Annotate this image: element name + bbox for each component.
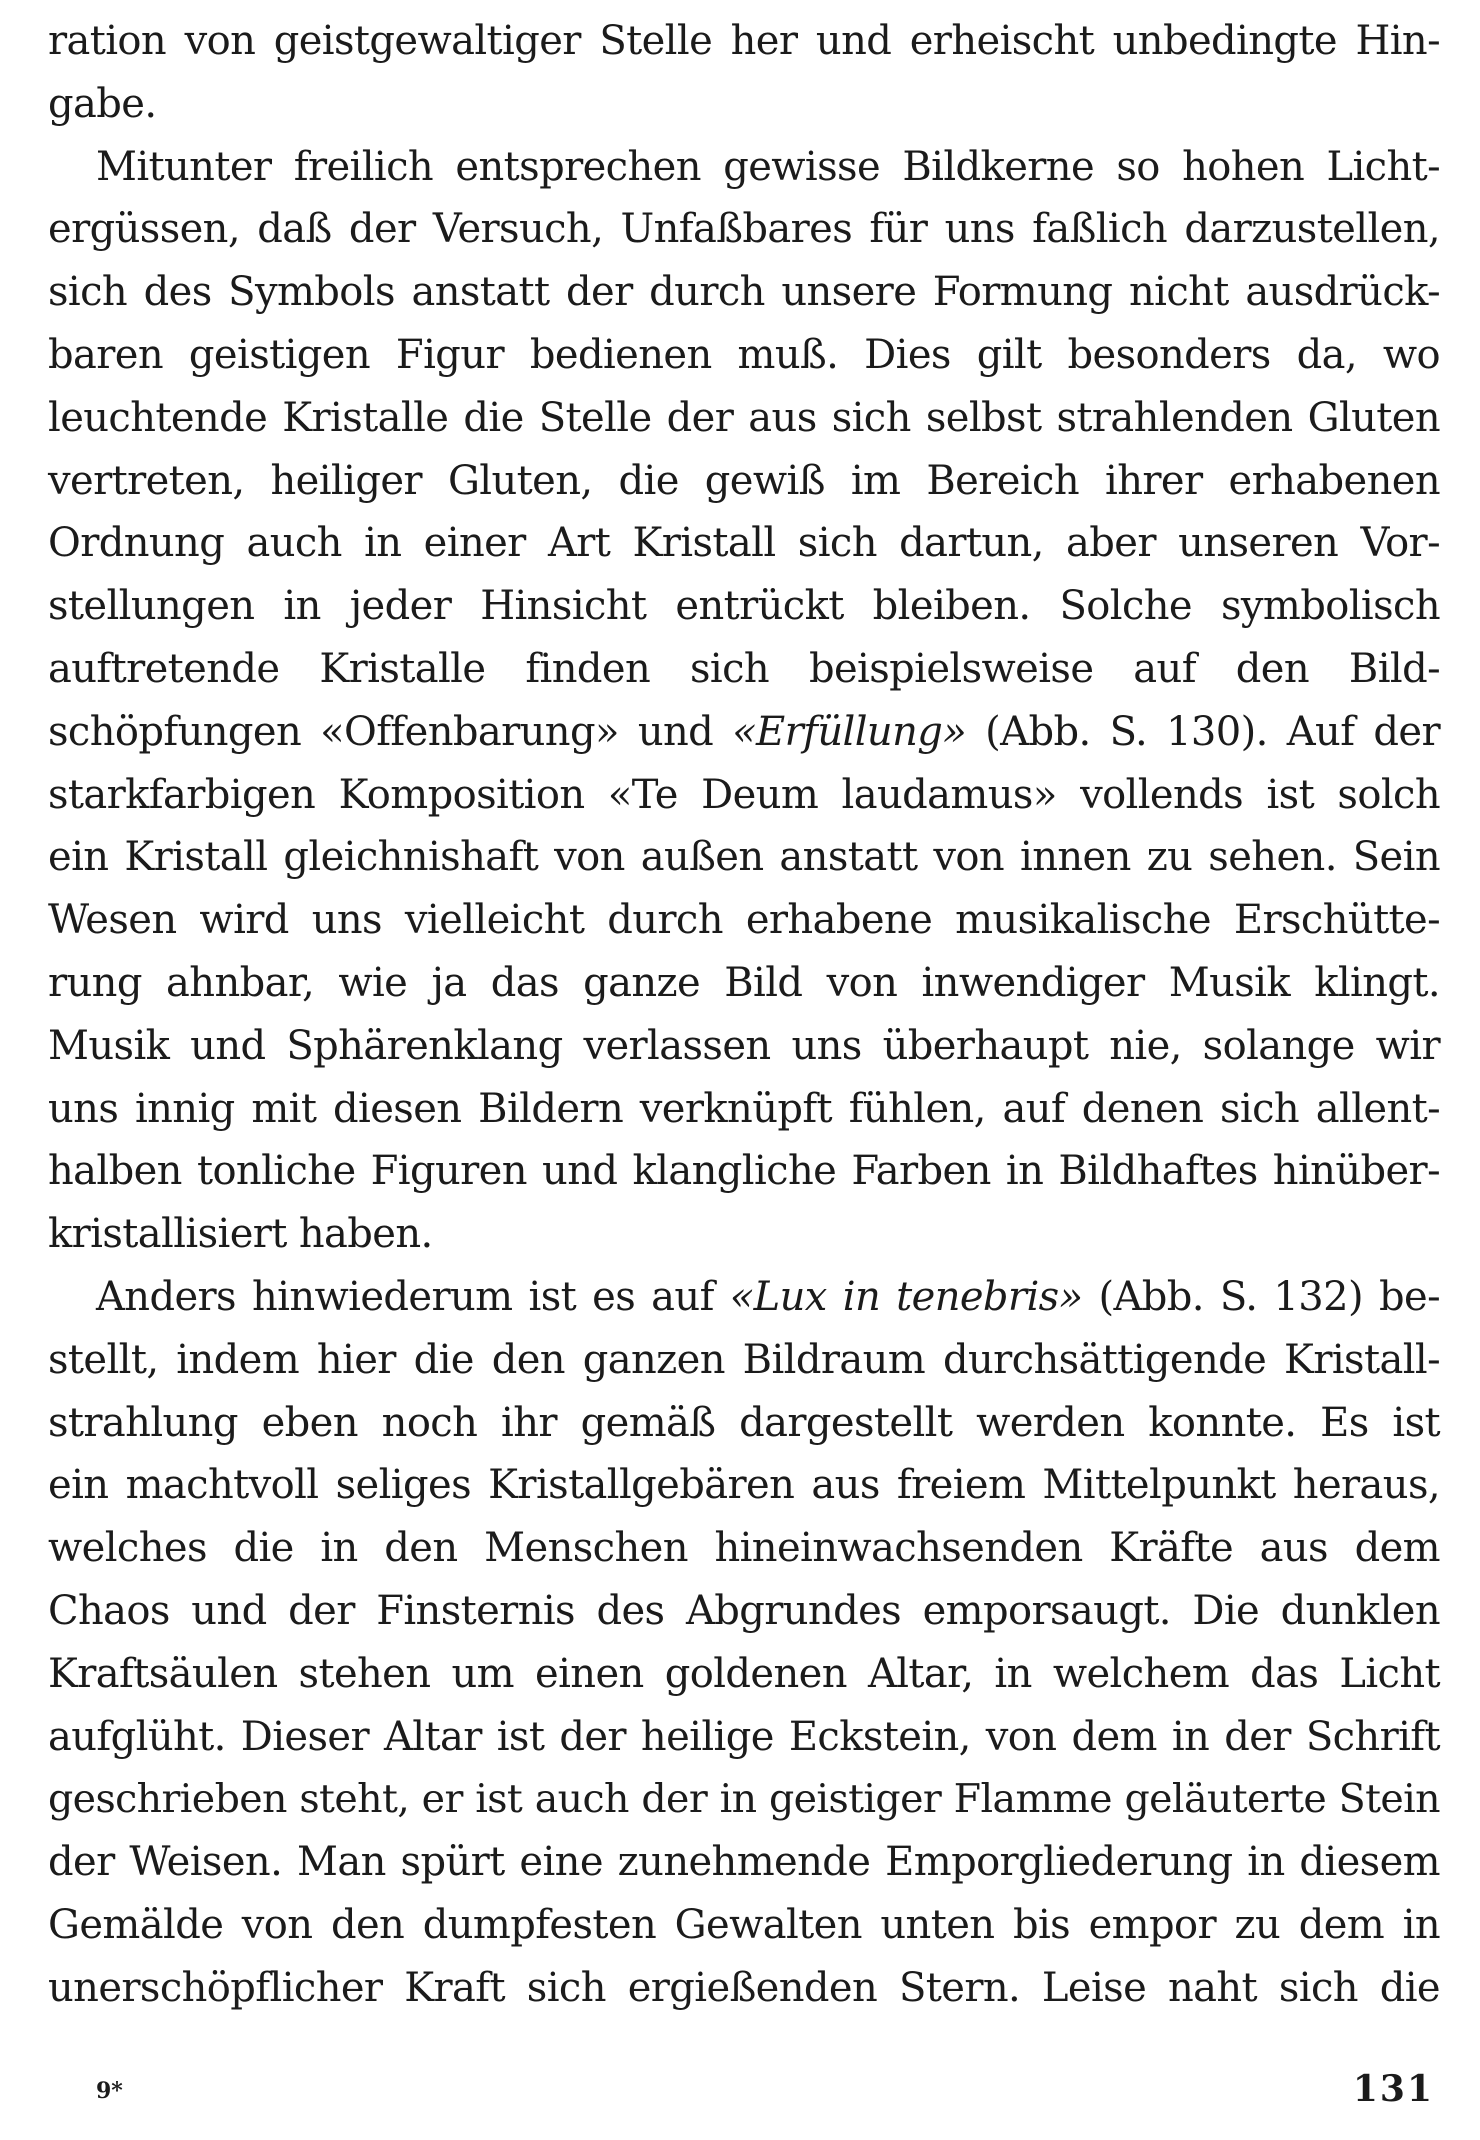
- text-line: strahlung eben noch ihr gemäß dargestellt werden konnte. Es ist: [48, 1399, 1440, 1446]
- text-line: Gemälde von den dumpfesten Gewalten unten bis empor zu dem in: [48, 1901, 1440, 1948]
- text-line: Chaos und der Finsternis des Abgrundes emporsaugt. Die dunklen: [48, 1587, 1440, 1634]
- text-line: rung ahnbar, wie ja das ganze Bild von inwendiger Musik klingt.: [48, 959, 1440, 1006]
- text-line: stellungen in jeder Hinsicht entrückt bleiben. Solche symbolisch: [48, 583, 1440, 630]
- text-line: der Weisen. Man spürt eine zunehmende Emporgliederung in diesem: [48, 1839, 1440, 1886]
- line-text-after: (Abb. S. 132) be-: [1082, 1273, 1440, 1320]
- text-line: Musik und Sphärenklang verlassen uns überhaupt nie, solange wir: [48, 1022, 1440, 1069]
- line-text-after: (Abb. S. 130). Auf der: [966, 708, 1440, 755]
- text-line: aufglüht. Dieser Altar ist der heilige Eckstein, von dem in der Schrift: [48, 1713, 1440, 1760]
- body-text: [48, 10, 1440, 2020]
- text-line: uns innig mit diesen Bildern verknüpft fühlen, auf denen sich allent-: [48, 1085, 1440, 1132]
- line-text-before: schöpfungen «Offenbarung» und: [48, 708, 733, 755]
- text-line: baren geistigen Figur bedienen muß. Dies gilt besonders da, wo: [48, 331, 1440, 378]
- artwork-title: «Erfüllung»: [732, 708, 967, 755]
- text-line: welches die in den Menschen hineinwachsenden Kräfte aus dem: [48, 1525, 1440, 1572]
- text-line: vertreten, heiliger Gluten, die gewiß im Bereich ihrer erhabenen: [48, 457, 1440, 504]
- artwork-title: «Lux in tenebris»: [729, 1273, 1083, 1320]
- text-line: halben tonliche Figuren und klangliche Farben in Bildhaftes hinüber-: [48, 1148, 1440, 1195]
- text-line: gabe.: [48, 80, 157, 127]
- text-line: kristallisiert haben.: [48, 1211, 433, 1258]
- text-line: geschrieben steht, er ist auch der in geistiger Flamme geläuterte Stein: [48, 1776, 1440, 1823]
- text-line: sich des Symbols anstatt der durch unsere Formung nicht ausdrück-: [48, 269, 1440, 316]
- signature-mark: 9*: [96, 2078, 123, 2104]
- page-number: 131: [1352, 2068, 1434, 2110]
- text-line: ration von geistgewaltiger Stelle her und erheischt unbedingte Hin-: [48, 18, 1440, 64]
- text-line: stellt, indem hier die den ganzen Bildraum durchsättigende Kristall-: [48, 1336, 1440, 1383]
- text-line: unerschöpflicher Kraft sich ergießenden Stern. Leise naht sich die: [48, 1964, 1440, 2011]
- text-line: Ordnung auch in einer Art Kristall sich dartun, aber unseren Vor-: [48, 520, 1440, 567]
- text-line: leuchtende Kristalle die Stelle der aus sich selbst strahlenden Gluten: [48, 394, 1440, 441]
- line-text-before: Anders hinwiederum ist es auf: [96, 1273, 730, 1320]
- text-line: ein Kristall gleichnishaft von außen anstatt von innen zu sehen. Sein: [48, 834, 1440, 881]
- text-line: Kraftsäulen stehen um einen goldenen Altar, in welchem das Licht: [48, 1650, 1440, 1697]
- text-line: ein machtvoll seliges Kristallgebären aus freiem Mittelpunkt heraus,: [48, 1462, 1440, 1509]
- text-line: Wesen wird uns vielleicht durch erhabene musikalische Erschütte-: [48, 897, 1440, 944]
- paragraph-start-line-with-title: [48, 1266, 1440, 1329]
- text-line-with-title: [48, 701, 1440, 764]
- text-line: ergüssen, daß der Versuch, Unfaßbares für uns faßlich darzustellen,: [48, 206, 1440, 253]
- paragraph-start-line: Mitunter freilich entsprechen gewisse Bildkerne so hohen Licht-: [96, 143, 1440, 190]
- text-line: starkfarbigen Komposition «Te Deum laudamus» vollends ist solch: [48, 771, 1440, 818]
- text-line: auftretende Kristalle finden sich beispielsweise auf den Bild-: [48, 645, 1440, 692]
